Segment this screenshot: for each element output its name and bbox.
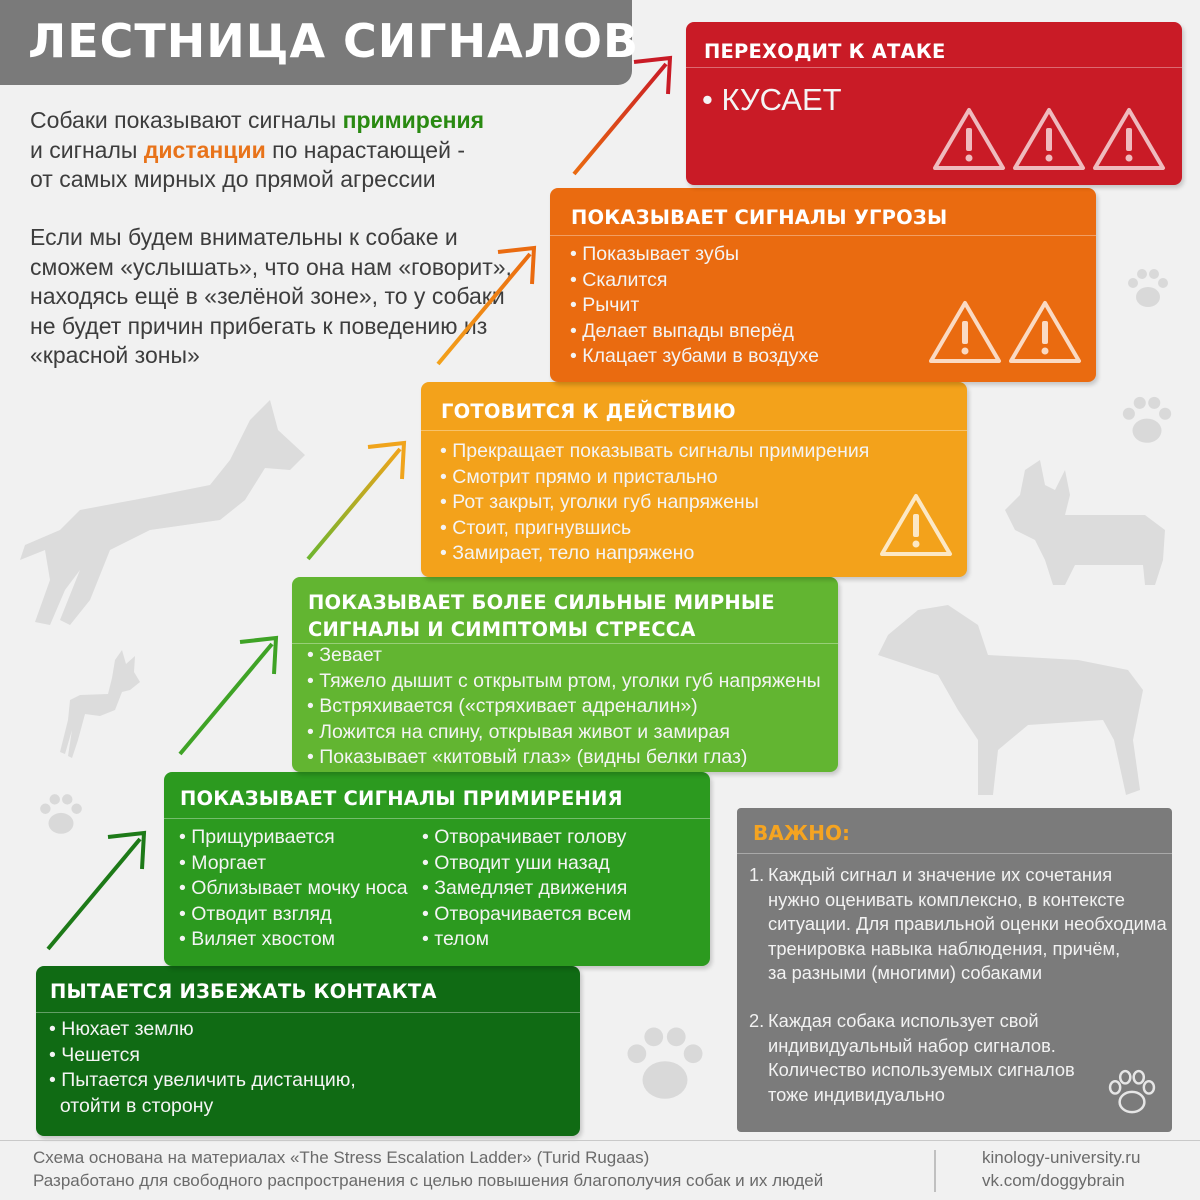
list-item: • Замирает, тело напряжено	[440, 541, 869, 567]
warning-triangle-icon	[879, 492, 953, 558]
step-title-line-2: СИГНАЛЫ И СИМПТОМЫ СТРЕССА	[308, 618, 696, 641]
arrow-up-right-icon	[172, 630, 292, 760]
list-item: • Отворачивается всем	[422, 902, 631, 928]
paw-icon	[1105, 1066, 1159, 1120]
keyword-distance: дистанции	[143, 136, 266, 163]
keyword-reconciliation: примирения	[342, 107, 485, 133]
important-title: ВАЖНО:	[753, 821, 850, 845]
list-item: • Облизывает мочку носа	[179, 876, 408, 902]
list-item: • Делает выпады вперёд	[570, 319, 819, 345]
paw-icon	[1118, 392, 1176, 450]
intro-text: Собаки показывают сигналы	[30, 107, 343, 133]
list-item: • Тяжело дышит с открытым ртом, уголки губ напряжены	[307, 669, 821, 695]
warning-triangle-icon	[1012, 106, 1086, 172]
step-signal-list-right	[422, 825, 631, 953]
step-signal-list	[702, 82, 842, 118]
list-item: • Рот закрыт, уголки губ напряжены	[440, 490, 869, 516]
step-signal-list	[440, 439, 869, 567]
dog-silhouette-right	[878, 600, 1158, 800]
list-item: • Встряхивается («стряхивает адреналин»)	[307, 694, 821, 720]
divider	[421, 430, 967, 431]
list-item: • Пытается увеличить дистанцию,	[49, 1068, 356, 1094]
step-title: ПЕРЕХОДИТ К АТАКЕ	[704, 40, 946, 63]
list-item: • Моргает	[179, 851, 408, 877]
item-number: 1.	[749, 864, 765, 885]
list-item: • Ложится на спину, открывая живот и замирая	[307, 720, 821, 746]
list-item: • Показывает «китовый глаз» (видны белки глаз)	[307, 745, 821, 771]
list-item: • Скалится	[570, 268, 819, 294]
footer-divider-line	[0, 1140, 1200, 1141]
list-item: • Смотрит прямо и пристально	[440, 465, 869, 491]
warning-triangle-icon	[932, 106, 1006, 172]
arrow-up-right-icon	[430, 240, 550, 370]
step-card-prepares-action	[421, 382, 967, 577]
item-text: Каждый сигнал и значение их сочетания нужно оценивать комплексно, в контексте ситуации. Для правильной оценки необходима тренировка навыка наблюдения, причём, за разными (многими) собаками	[768, 864, 1167, 983]
step-signal-list	[570, 242, 819, 370]
intro-paragraph-2: Если мы будем внимательны к собаке и сможем «услышать», что она нам «говорит», находясь ещё в «зелёной зоне», то у собаки не будет причин прибегать к поведению из «красной зоны»	[30, 224, 512, 368]
step-signal-list-left	[179, 825, 408, 953]
paw-icon	[620, 1020, 710, 1110]
step-title: ПОКАЗЫВАЕТ СИГНАЛЫ ПРИМИРЕНИЯ	[180, 787, 623, 810]
divider	[737, 853, 1172, 854]
list-item: • Стоит, пригнувшись	[440, 516, 869, 542]
list-item: • телом	[422, 927, 631, 953]
warning-triangle-icon	[928, 299, 1002, 365]
dog-silhouette-left	[20, 400, 320, 630]
item-number: 2.	[749, 1010, 765, 1031]
footer-links	[982, 1147, 1140, 1192]
list-item: • Отворачивает голову	[422, 825, 631, 851]
list-item: • Прищуривается	[179, 825, 408, 851]
footer-separator	[934, 1150, 936, 1192]
footer-link-site[interactable]: kinology-university.ru	[982, 1148, 1141, 1167]
step-card-stress-signals	[292, 577, 838, 772]
intro-text: и сигналы	[30, 136, 144, 163]
step-title: ПЫТАЕТСЯ ИЗБЕЖАТЬ КОНТАКТА	[50, 980, 437, 1003]
step-title-line-1: ПОКАЗЫВАЕТ БОЛЕЕ СИЛЬНЫЕ МИРНЫЕ	[308, 591, 775, 614]
divider	[686, 67, 1182, 68]
list-item: • Нюхает землю	[49, 1017, 356, 1043]
dog-silhouette-small	[60, 650, 150, 760]
list-item: • Клацает зубами в воздухе	[570, 344, 819, 370]
divider	[550, 235, 1096, 236]
step-signal-list	[307, 643, 821, 771]
list-item: • Показывает зубы	[570, 242, 819, 268]
footer-link-vk[interactable]: vk.com/doggybrain	[982, 1170, 1125, 1190]
list-item: • Зевает	[307, 643, 821, 669]
item-text: Каждая собака использует свой индивидуальный набор сигналов. Количество используемых сигналов тоже индивидуально	[768, 1010, 1075, 1105]
dog-silhouette-corgi	[995, 460, 1175, 590]
step-card-threat-signals	[550, 188, 1096, 382]
list-item: • КУСАЕТ	[702, 82, 842, 118]
step-card-avoid-contact	[36, 966, 580, 1136]
important-item	[749, 863, 1169, 986]
list-item: • Отводит уши назад	[422, 851, 631, 877]
warning-triangle-icon	[1008, 299, 1082, 365]
intro-text: от самых мирных до прямой агрессии	[30, 166, 436, 192]
step-signal-list	[49, 1017, 356, 1119]
intro-text: по нарастающей -	[265, 136, 465, 163]
step-title: ПОКАЗЫВАЕТ СИГНАЛЫ УГРОЗЫ	[571, 206, 948, 229]
footer-credits	[33, 1147, 823, 1192]
list-item: • Замедляет движения	[422, 876, 631, 902]
list-item: отойти в сторону	[59, 1094, 214, 1117]
arrow-up-right-icon	[566, 50, 686, 180]
step-card-reconciliation	[164, 772, 710, 966]
arrow-up-right-icon	[40, 825, 160, 955]
paw-icon	[1124, 265, 1172, 313]
footer-purpose: Разработано для свободного распространения с целью повышения благополучия собак и их людей	[33, 1170, 824, 1190]
list-item: • Виляет хвостом	[179, 927, 408, 953]
warning-triangle-icon	[1092, 106, 1166, 172]
arrow-up-right-icon	[300, 435, 420, 565]
footer-source: Схема основана на материалах «The Stress Escalation Ladder» (Turid Rugaas)	[33, 1148, 650, 1167]
list-item: • Рычит	[570, 293, 819, 319]
divider	[36, 1012, 580, 1013]
intro-paragraph-1	[30, 106, 570, 195]
step-card-attack	[686, 22, 1182, 185]
important-note-box	[737, 808, 1172, 1132]
list-item: • Прекращает показывать сигналы примирения	[440, 439, 869, 465]
divider	[164, 818, 710, 819]
list-item: • Отводит взгляд	[179, 902, 408, 928]
list-item: • Чешется	[49, 1043, 356, 1069]
page-title: ЛЕСТНИЦА СИГНАЛОВ	[28, 14, 640, 68]
step-title: ГОТОВИТСЯ К ДЕЙСТВИЮ	[441, 400, 736, 423]
